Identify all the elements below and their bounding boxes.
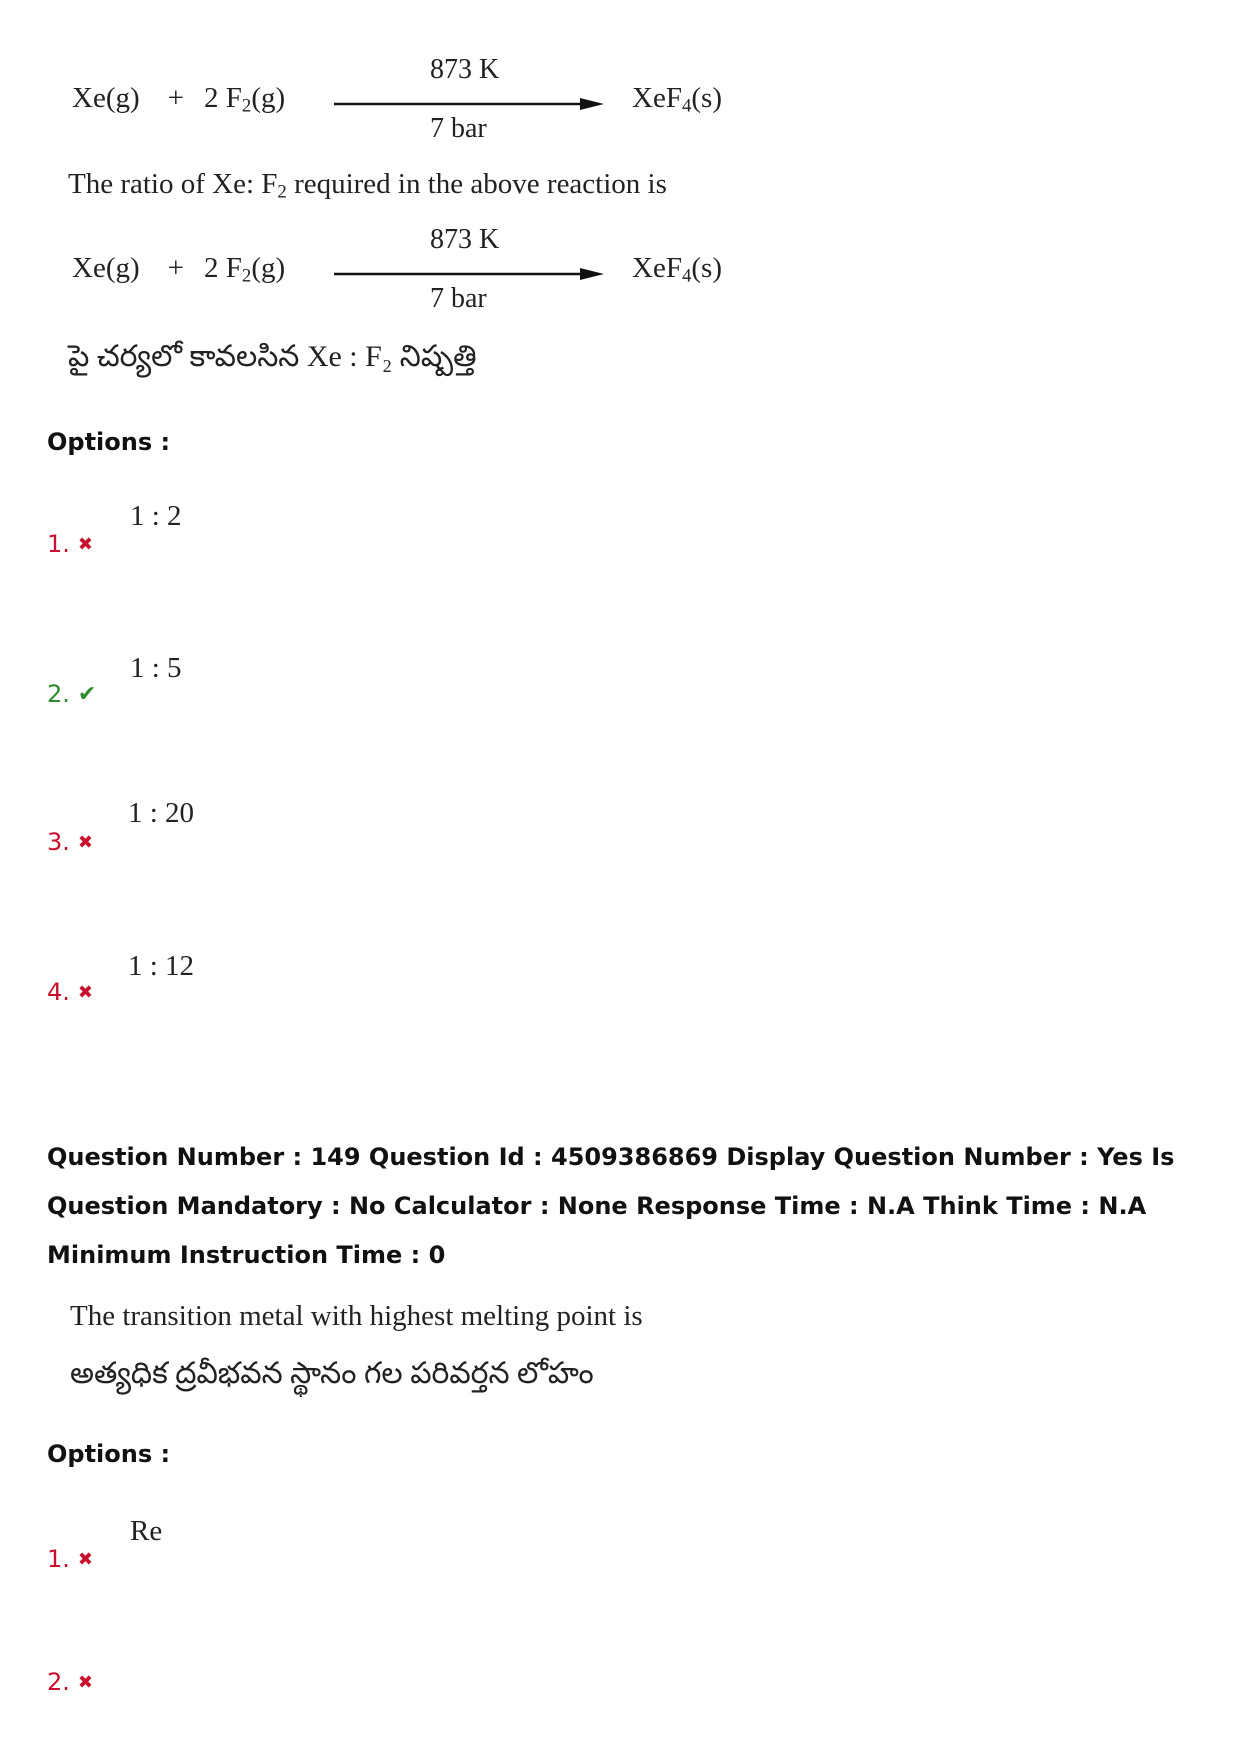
reaction-reactants: Xe(g) + 2 $F_2(g)$ <box>72 252 286 287</box>
option-2[interactable]: 2. ✔ <box>47 680 97 708</box>
reaction-equation-top <box>0 54 800 168</box>
wrong-mark-icon: ✖ <box>77 1548 93 1570</box>
options-heading: Options : <box>47 428 171 456</box>
option-1-value[interactable]: 1 : 2 <box>130 500 182 532</box>
condition-pressure: 7 bar <box>430 283 487 314</box>
wrong-mark-icon: ✖ <box>77 533 93 555</box>
options-heading: Options : <box>47 1440 171 1468</box>
option-4-value[interactable]: 1 : 12 <box>128 950 195 982</box>
option-3-value[interactable]: 1 : 20 <box>128 797 195 829</box>
wrong-mark-icon: ✖ <box>77 981 93 1003</box>
question-text-en: The transition metal with highest melting point is <box>70 1300 643 1332</box>
wrong-mark-icon: ✖ <box>77 1671 93 1693</box>
wrong-mark-icon: ✖ <box>77 831 93 853</box>
question-text-te: అత్యధిక ద్రవీభవన స్థానం గల పరివర్తన లోహం <box>70 1357 594 1390</box>
option-4[interactable]: 4. ✖ <box>47 978 93 1006</box>
reaction-arrow-icon <box>334 267 604 281</box>
option-3[interactable]: 3. ✖ <box>47 828 93 856</box>
option-1[interactable]: 1. ✖ <box>47 1545 93 1573</box>
question-text-en: The ratio of Xe: $F_2$ required in the above reaction is <box>68 168 667 203</box>
reactant-f2: 2 $F_2(g)$ <box>204 82 286 117</box>
question-text-te: పై చర్యలో కావలసిన Xe : F₂ నిష్పత్తి <box>68 340 477 373</box>
option-2[interactable]: 2. ✖ <box>47 1668 93 1696</box>
option-1[interactable]: 1. ✖ <box>47 530 93 558</box>
check-mark-icon: ✔ <box>77 681 97 707</box>
option-2-value[interactable]: 1 : 5 <box>130 652 182 684</box>
reaction-arrow-icon <box>334 97 604 111</box>
condition-temperature: 873 K <box>430 224 500 255</box>
reaction-product: XeF$_4$(s) <box>632 82 722 117</box>
reaction-product: XeF$_4$(s) <box>632 252 722 287</box>
condition-temperature: 873 K <box>430 54 500 85</box>
reaction-reactants <box>72 82 285 118</box>
plus-sign: + <box>167 82 184 114</box>
question-meta: Question Number : 149 Question Id : 4509386869 Display Question Number : Yes Is Question Mandatory : No Calculator : None Response Time : N.A Think Time : N.A Minimum Instruction Time : 0 <box>47 1143 1175 1269</box>
reactant-xe: Xe(g) <box>72 82 140 114</box>
condition-pressure: 7 bar <box>430 113 487 144</box>
option-1-value[interactable]: Re <box>130 1515 163 1547</box>
reaction-equation-repeat <box>0 224 800 338</box>
